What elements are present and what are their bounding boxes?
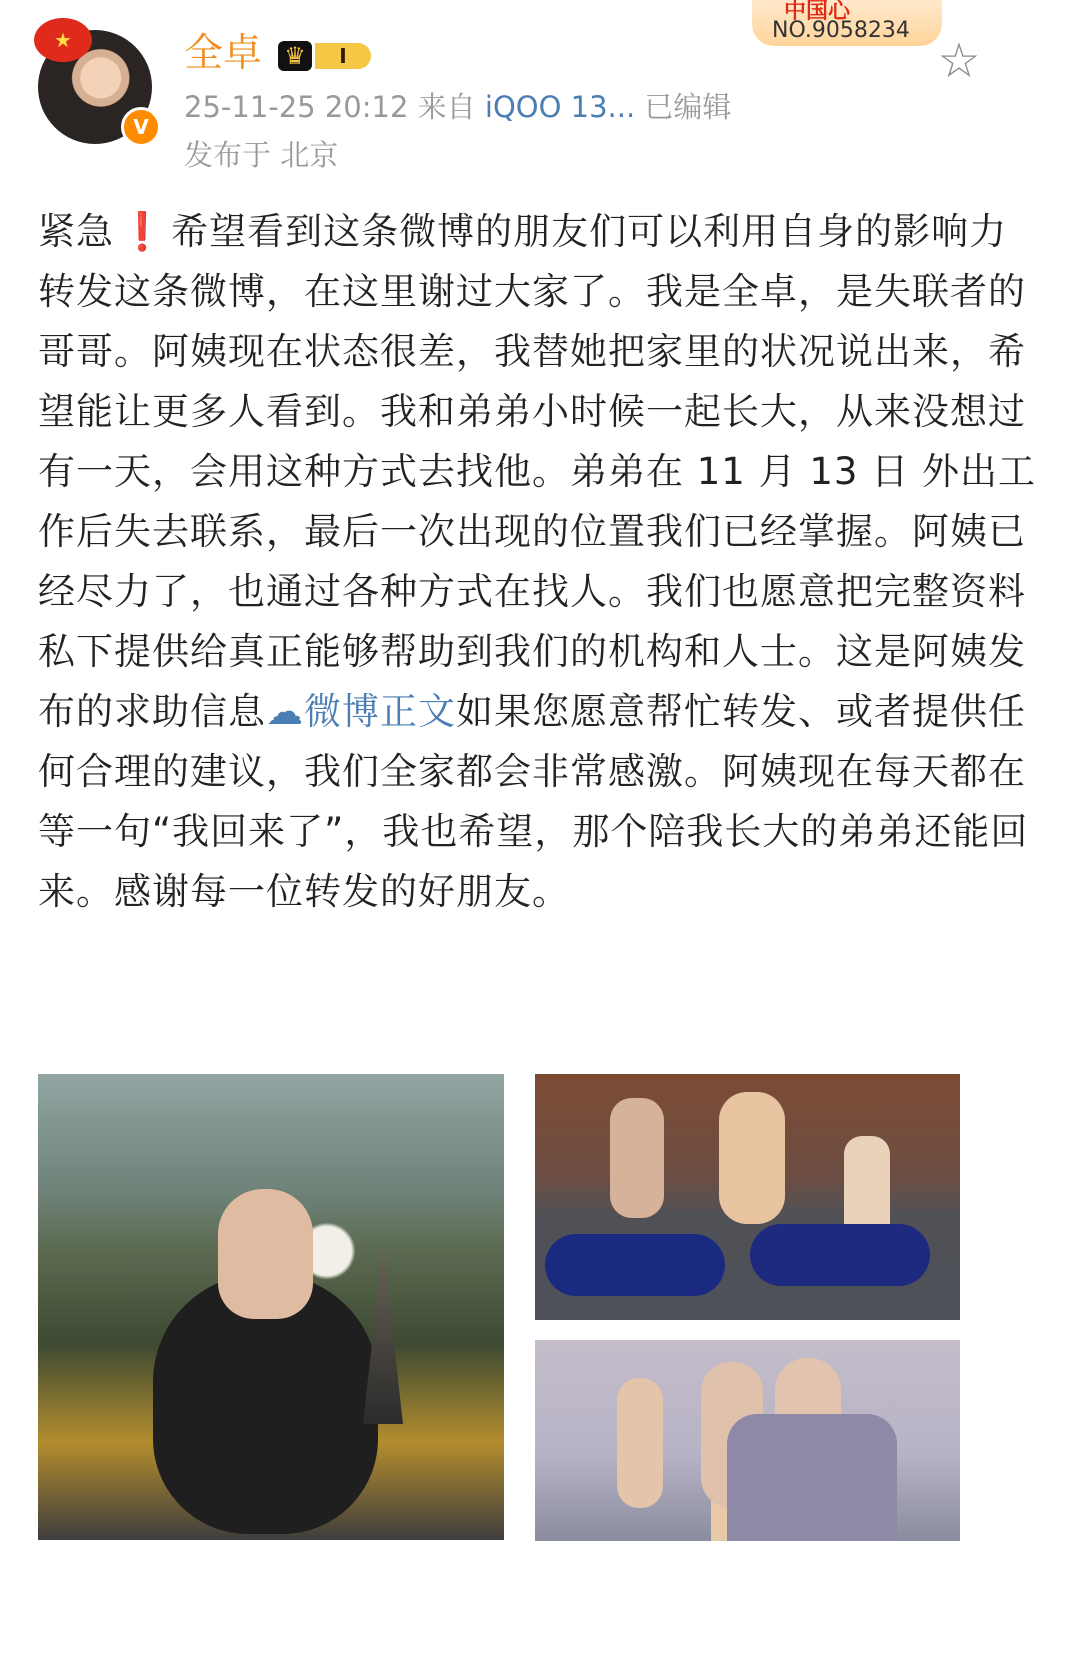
source-prefix: 来自 — [417, 90, 476, 124]
post-location: 发布于 北京 — [184, 138, 339, 172]
level-badge — [278, 40, 372, 72]
crown-icon: ♛ — [278, 41, 312, 71]
fan-badge-title: 中国心 — [784, 0, 851, 24]
verified-badge-icon: V — [121, 107, 161, 147]
author-avatar[interactable] — [38, 30, 152, 144]
post-timestamp: 25-11-25 20:12 — [184, 90, 409, 124]
star-icon[interactable]: ☆ — [937, 33, 981, 89]
photo-man-outdoors[interactable] — [38, 1074, 504, 1540]
photo-family-group[interactable] — [535, 1340, 960, 1541]
weibo-link[interactable]: 微博正文 — [304, 690, 456, 733]
china-flag-icon: ★ — [34, 18, 92, 62]
author-name[interactable]: 全卓 — [184, 31, 263, 76]
photo-children-bicycles[interactable] — [535, 1074, 960, 1320]
post-text-body: 希望看到这条微博的朋友们可以利用自身的影响力转发这条微博，在这里谢过大家了。我是全卓，是失联者的哥哥。阿姨现在状态很差，我替她把家里的状况说出来，希望能让更多人看到。我和弟弟小时候一起长大，从来没想过有一天，会用这种方式去找他。弟弟在 11 月 13 日 外出工作后失去联系，最后一次出现的位置我们已经掌握。阿姨已经尽力了，也通过各种方式在找人。我们也愿意把完整资料私下提供给真正能够帮助到我们的机构和人士。这是阿姨发布的求助信息 — [38, 210, 1036, 733]
post-meta — [184, 88, 731, 126]
source-device-link[interactable]: iQOO 13... — [484, 90, 636, 124]
exclamation-emoji: ❗ — [119, 210, 167, 253]
post-text-before-emoji: 紧急 — [38, 210, 114, 253]
fan-badge-number: NO.9058234 — [772, 18, 910, 43]
level-tag: I — [315, 43, 371, 69]
post-text — [38, 202, 1038, 922]
fan-badge — [752, 0, 942, 46]
link-icon: ☁ — [266, 690, 304, 733]
edited-label: 已编辑 — [644, 90, 732, 124]
photo-grid — [38, 1074, 1038, 1574]
post-text-ending: 如果您愿意帮忙转发、或者提供任何合理的建议，我们全家都会非常感激。阿姨现在每天都在等一句“我回来了”，我也希望，那个陪我长大的弟弟还能回来。感谢每一位转发的好朋友。 — [38, 690, 1029, 913]
